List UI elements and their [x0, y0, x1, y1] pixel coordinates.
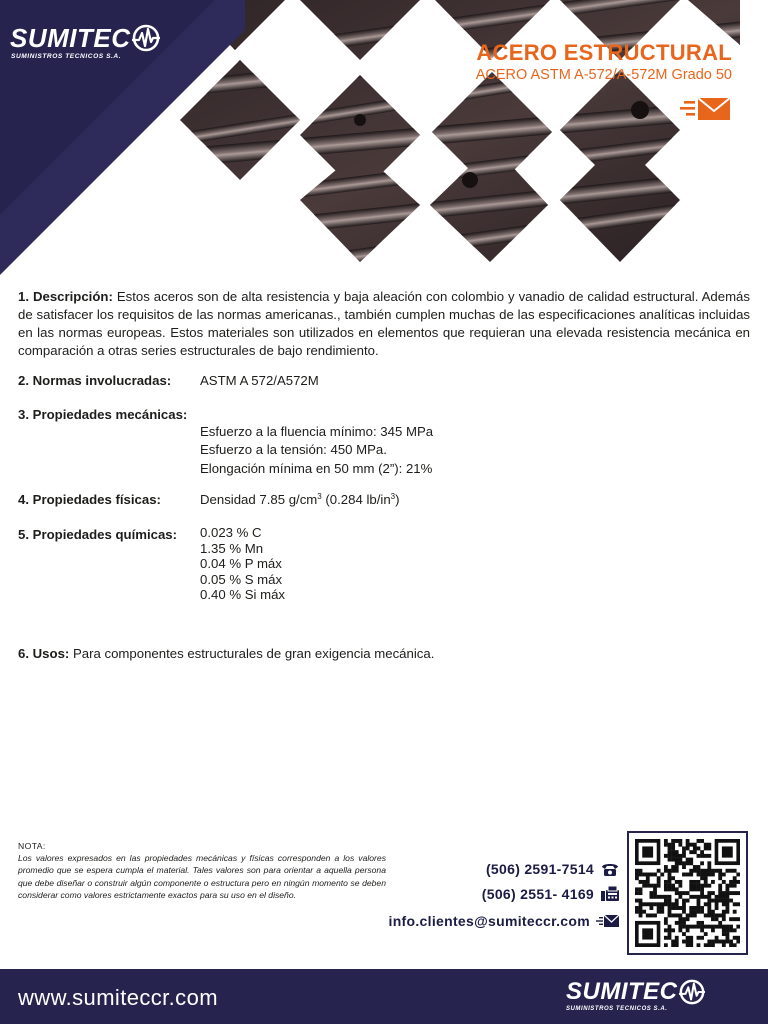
- closing-paren: ): [395, 492, 400, 507]
- density-imperial: (0.284 lb/in: [321, 492, 391, 507]
- cubic-exponent: 3: [317, 492, 322, 501]
- disclaimer-note: [18, 840, 386, 901]
- physical-label: 4. Propiedades físicas:: [18, 492, 161, 507]
- chemical-line: 0.04 % P máx: [200, 556, 282, 572]
- footer-bar: [0, 969, 768, 1024]
- note-text: Los valores expresados en las propiedades mecánicas y físicas corresponden a los valores promedio que se espera cumpla el material. Tales valores son para orientar a aquella persona que debe diseñar o construir algún componente o estructura pero en ningún momento se deben considerar como valores estrictamente exactos para su uso en el diseño.: [18, 853, 386, 900]
- mechanical-values: [200, 423, 433, 478]
- note-title: NOTA:: [18, 841, 46, 851]
- mechanical-label: 3. Propiedades mecánicas:: [18, 407, 188, 422]
- qr-code-icon: [635, 839, 740, 947]
- page-title: ACERO ESTRUCTURAL: [476, 40, 732, 65]
- phone-number[interactable]: (506) 2591-7514: [485, 861, 594, 877]
- chemical-label: 5. Propiedades químicas:: [18, 527, 178, 542]
- fax-contact: [482, 886, 620, 902]
- phone-contact: [486, 861, 620, 877]
- physical-value: [200, 491, 400, 509]
- physical-row: [18, 491, 161, 509]
- mechanical-row: [18, 406, 187, 424]
- chemical-values: [200, 525, 285, 603]
- mechanical-line: Esfuerzo a la fluencia mínimo: 345 MPa: [200, 424, 434, 439]
- cubic-exponent: 3: [390, 492, 396, 501]
- email-address[interactable]: info.clientes@sumiteccr.com: [388, 913, 590, 929]
- qr-code[interactable]: [627, 831, 748, 955]
- chemical-line: 0.05 % S máx: [200, 571, 283, 587]
- logo-wordmark: SUMITEC: [10, 23, 131, 53]
- mechanical-line: Elongación mínima en 50 mm (2”): 21%: [200, 460, 433, 476]
- fast-mail-icon: [678, 96, 732, 122]
- sumitec-logo: [10, 24, 161, 60]
- uses-label: 6. Usos:: [18, 646, 70, 661]
- fast-mail-icon: [596, 914, 620, 928]
- chemical-line: 0.023 % C: [200, 525, 262, 540]
- chemical-line: 1.35 % Mn: [200, 540, 264, 556]
- chemical-row: [18, 526, 177, 544]
- standards-label: 2. Normas involucradas:: [18, 373, 172, 388]
- standards-row: [18, 372, 171, 390]
- mechanical-line: Esfuerzo a la tensión: 450 MPa.: [200, 442, 387, 458]
- fax-icon: [600, 886, 620, 902]
- uses-row: [18, 645, 434, 663]
- sumitec-logo: [566, 979, 706, 1012]
- page-subtitle: ACERO ASTM A-572/A-572M Grado 50: [475, 67, 732, 83]
- logo-tagline: SUMINISTROS TECNICOS S.A.: [566, 1006, 668, 1012]
- pulse-wave-icon: [678, 979, 706, 1005]
- chemical-line: 0.40 % Si máx: [200, 587, 286, 603]
- document-title-block: [476, 40, 732, 84]
- email-contact: [389, 913, 620, 929]
- density-metric: Densidad 7.85 g/cm: [200, 492, 318, 507]
- logo-wordmark: SUMITEC: [566, 978, 678, 1005]
- logo-tagline: SUMINISTROS TECNICOS S.A.: [11, 53, 122, 60]
- fax-number[interactable]: (506) 2551- 4169: [481, 886, 594, 902]
- description-paragraph: [18, 288, 750, 360]
- standards-value: ASTM A 572/A572M: [200, 373, 319, 388]
- description-text: Estos aceros son de alta resistencia y baja aleación con colombio y vanadio de calidad estructural. Además de satisfacer los requisitos de las normas americanas., también cumplen muchas de las especificaciones analíticas incluidas en las normas europeas. Estos materiales son utilizados en elementos que requieran una elevada resistencia mecánica en comparación a otras series estructurales de bajo rendimiento.: [18, 289, 750, 358]
- description-label: 1. Descripción:: [18, 289, 113, 304]
- uses-text: Para componentes estructurales de gran exigencia mecánica.: [69, 646, 435, 661]
- telephone-icon: [600, 861, 620, 877]
- pulse-wave-icon: [131, 24, 161, 52]
- website-link[interactable]: www.sumiteccr.com: [18, 985, 218, 1010]
